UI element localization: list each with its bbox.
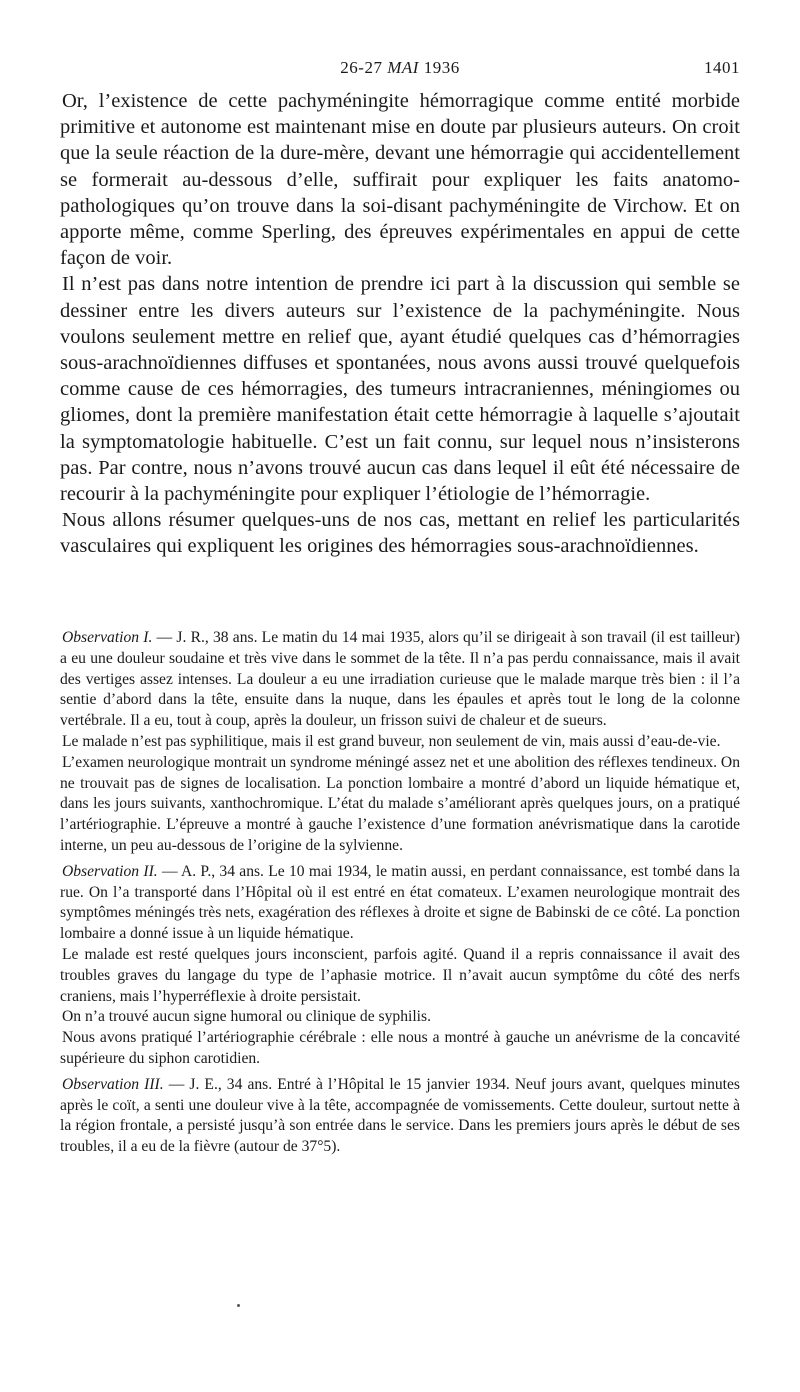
observation-paragraph: Le malade n’est pas syphilitique, mais il est grand buveur, non seulement de vin, mais aussi d’eau-de-vie. xyxy=(62,732,721,750)
observation-1 xyxy=(60,628,740,732)
observation-paragraph: On n’a trouvé aucun signe humoral ou clinique de syphilis. xyxy=(62,1008,431,1026)
observation-text: — A. P., 34 ans. Le 10 mai 1934, le matin aussi, en perdant connaissance, est tombé dans la rue. On l’a transporté dans l’Hôpital où il est entré en état comateux. L’examen neurologique montrait des symptômes méningés très nets, exagération des réflexes à droite et signe de Babinski de ce côté. La ponction lombaire a donné issue à un liquide hématique. xyxy=(60,862,740,943)
observation-text: — J. E., 34 ans. Entré à l’Hôpital le 15 janvier 1934. Neuf jours avant, quelques minutes après le coït, a senti une douleur vive à la tête, accompagnée de vomissements. Cette douleur, surtout nette à la région frontale, a persisté jusqu’à son entrée dans le service. Dans les premiers jours après le début de ses troubles, il a eu de la fièvre (autour de 37°5). xyxy=(60,1075,741,1156)
observation-label: Observation II. xyxy=(62,862,158,880)
observation-label: Observation III. xyxy=(62,1075,164,1093)
observation-paragraph: L’examen neurologique montrait un syndrome méningé assez net et une abolition des réflexes tendineux. On ne trouvait pas de signes de localisation. La ponction lombaire a montré d’abord un liquide hématique et, dans les jours suivants, xanthochromique. L’état du malade s’améliorant après quelques jours, on a pratiqué l’artériographie. L’épreuve a montré à gauche l’existence d’une formation anévrismatique dans la carotide interne, un peu au-dessous de l’origine de la sylvienne. xyxy=(60,753,740,854)
running-header xyxy=(60,58,740,82)
body-paragraph: Il n’est pas dans notre intention de prendre ici part à la discussion qui semble se dessiner entre les divers auteurs sur l’existence de la pachyméningite. Nous voulons seulement mettre en relief que, ayant étudié quelques cas d’hémorragies sous-arachnoïdiennes diffuses et spontanées, nous avons aussi trouvé quelquefois comme cause de ces hémorragies, des tumeurs intracraniennes, méningiomes ou gliomes, dont la première manifestation était cette hémorragie à laquelle s’ajoutait la symptomatologie habituelle. C’est un fait connu, sur lequel nous n’insisterons pas. Par contre, nous n’avons trouvé aucun cas dans lequel il eût été nécessaire de recourir à la pachyméningite pour expliquer l’étiologie de l’hémorragie. xyxy=(60,273,740,506)
observation-text: — J. R., 38 ans. Le matin du 14 mai 1935, alors qu’il se dirigeait à son travail (il est tailleur) a eu une douleur soudaine et très vive dans le sommet de la tête. Il n’a pas perdu connaissance, mais il avait des vertiges assez intenses. La douleur a eu une irradiation curieuse que le malade marque très bien : il l’a sentie d’abord dans la tête, ensuite dans la nuque, dans les épaules et après tout le long de la colonne vertébrale. Il a eu, tout à coup, après la douleur, un frisson suivi de chaleur et de sueurs. xyxy=(60,629,740,730)
observation-paragraph: Le malade est resté quelques jours inconscient, parfois agité. Quand il a repris connaissance il avait des troubles graves du langage du type de l’aphasie motrice. Il n’avait aucun symptôme du côté des nerfs craniens, mais l’hyperréflexie à droite persistait. xyxy=(60,945,740,1005)
header-year: 1936 xyxy=(423,58,460,77)
main-text xyxy=(60,88,740,560)
header-month: MAI xyxy=(387,58,419,77)
observation-2 xyxy=(60,862,740,945)
print-speck xyxy=(237,1304,240,1307)
observation-3 xyxy=(60,1075,740,1158)
observations-section xyxy=(60,628,740,1158)
body-paragraph: Or, l’existence de cette pachyméningite hémorragique comme entité morbide primitive et autonome est maintenant mise en doute par plusieurs auteurs. On croit que la seule réaction de la dure-mère, devant une hémorragie qui accidentellement se formerait au-dessous d’elle, suffirait pour expliquer les faits anatomo-pathologiques qu’on trouve dans la soi-disant pachyméningite de Virchow. Et on apporte même, comme Sperling, des épreuves expérimentales en appui de cette façon de voir. xyxy=(60,90,740,270)
observation-label: Observation I. xyxy=(62,629,153,646)
header-date-prefix: 26-27 xyxy=(340,58,383,77)
page-number: 1401 xyxy=(704,58,740,77)
body-paragraph: Nous allons résumer quelques-uns de nos cas, mettant en relief les particularités vasculaires qui expliquent les origines des hémorragies sous-arachnoïdiennes. xyxy=(60,509,740,558)
header-date xyxy=(60,58,740,78)
observation-paragraph: Nous avons pratiqué l’artériographie cérébrale : elle nous a montré à gauche un anévrisme de la concavité supérieure du siphon carotidien. xyxy=(60,1029,740,1067)
